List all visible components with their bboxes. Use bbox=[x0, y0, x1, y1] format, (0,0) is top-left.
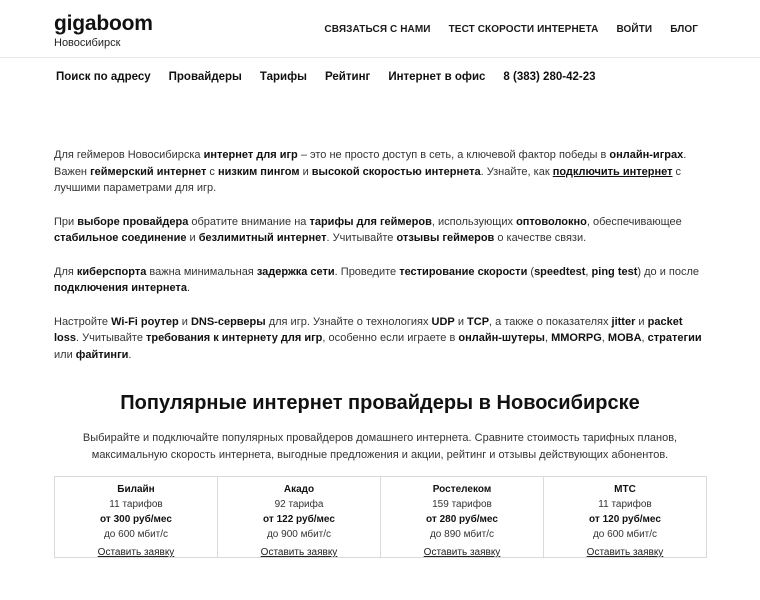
article-paragraph: Для киберспорта важна минимальная задержка сети. Проведите тестирование скорости (speedtest, ping test) до и после подключения интернета. bbox=[54, 265, 700, 294]
keyword-highlight: MOBA bbox=[607, 332, 642, 344]
keyword-highlight: UDP bbox=[431, 315, 455, 328]
article-paragraph: При выборе провайдера обратите внимание на тарифы для геймеров, использующих оптоволокно, обеспечивающее стабильное соединение и безлимитный интернет. Учитывайте отзывы геймеров о качестве связи. bbox=[54, 215, 682, 244]
providers-section-title: Популярные интернет провайдеры в Новосибирске bbox=[120, 392, 640, 414]
order-link[interactable]: Оставить заявку bbox=[97, 547, 175, 558]
nav-login-link[interactable]: ВОЙТИ bbox=[616, 24, 653, 35]
article-paragraph: Настройте Wi-Fi роутер и DNS-серверы для игр. Узнайте о технологиях UDP и TCP, а также о показателях jitter и packet loss. Учитывайте требования к интернету для игр, особенно если играете в онлайн-шутеры, MMORPG, MOBA, стратегии или файтинги. bbox=[54, 315, 702, 361]
provider-price: от 280 руб/мес bbox=[426, 514, 498, 525]
keyword-highlight: киберспорта bbox=[76, 265, 147, 278]
keyword-highlight: speedtest bbox=[534, 265, 586, 278]
keyword-highlight: интернет для игр bbox=[203, 149, 298, 161]
keyword-highlight: онлайн-играх bbox=[609, 149, 684, 161]
keyword-highlight: безлимитный интернет bbox=[198, 232, 327, 244]
provider-tariff-count: 11 тарифов bbox=[598, 499, 652, 510]
subnav-phone-link[interactable]: 8 (383) 280-42-23 bbox=[503, 71, 596, 83]
keyword-highlight: тестирование скорости bbox=[399, 265, 528, 278]
provider-price: от 300 руб/мес bbox=[100, 514, 172, 525]
subnav-tariffs[interactable]: Тарифы bbox=[259, 71, 308, 83]
nav-speedtest-link[interactable]: ТЕСТ СКОРОСТИ ИНТЕРНЕТА bbox=[448, 24, 599, 35]
provider-card bbox=[218, 477, 381, 557]
keyword-highlight: отзывы геймеров bbox=[396, 232, 495, 244]
article-body bbox=[54, 147, 706, 380]
keyword-highlight: высокой скоростью интернета bbox=[311, 165, 481, 178]
subnav-rating[interactable]: Рейтинг bbox=[325, 71, 371, 83]
keyword-highlight: стабильное соединение bbox=[54, 232, 187, 244]
keyword-highlight: выборе провайдера bbox=[77, 215, 189, 228]
keyword-highlight: онлайн-шутеры bbox=[458, 332, 545, 344]
keyword-highlight: тарифы для геймеров bbox=[309, 215, 432, 228]
provider-tariff-count: 159 тарифов bbox=[432, 499, 492, 510]
provider-price: от 120 руб/мес bbox=[589, 514, 661, 525]
keyword-highlight: стратегии bbox=[647, 332, 702, 344]
keyword-highlight: оптоволокно bbox=[516, 215, 587, 228]
keyword-highlight: требования к интернету для игр bbox=[146, 332, 323, 344]
keyword-highlight: jitter bbox=[611, 315, 636, 328]
site-logo[interactable]: gigaboom bbox=[54, 12, 153, 35]
article-paragraph: Для геймеров Новосибирска интернет для игр – это не просто доступ в сеть, а ключевой фактор победы в онлайн-играх. Важен геймерский интернет с низким пингом и высокой скоростью интернета. Узнайте, как подключить интернет с лучшими параметрами для игр. bbox=[54, 149, 687, 194]
provider-tariff-count: 92 тарифа bbox=[274, 499, 324, 510]
provider-speed: до 900 мбит/с bbox=[266, 529, 332, 540]
provider-card bbox=[544, 477, 706, 557]
subnav-office-internet[interactable]: Интернет в офис bbox=[388, 71, 486, 83]
city-selector[interactable]: Новосибирск bbox=[54, 37, 121, 49]
providers-grid bbox=[54, 476, 707, 558]
provider-name[interactable]: Билайн bbox=[117, 484, 155, 495]
keyword-highlight: подключения интернета bbox=[54, 282, 187, 294]
keyword-highlight: низким пингом bbox=[217, 165, 300, 178]
inline-link[interactable]: подключить интернет bbox=[552, 165, 673, 178]
provider-name[interactable]: Ростелеком bbox=[432, 484, 492, 495]
order-link[interactable]: Оставить заявку bbox=[586, 547, 664, 558]
providers-section-subtitle: Выбирайте и подключайте популярных провайдеров домашнего интернета. Сравните стоимость тарифных планов, максимальную скорость интернета, выгодные предложения и акции, рейтинг и отзывы действующих абонентов. bbox=[82, 432, 678, 461]
keyword-highlight: TCP bbox=[467, 315, 490, 328]
nav-contact-link[interactable]: СВЯЗАТЬСЯ С НАМИ bbox=[324, 24, 431, 35]
provider-tariff-count: 11 тарифов bbox=[109, 499, 163, 510]
provider-price: от 122 руб/мес bbox=[263, 514, 335, 525]
keyword-highlight: геймерский интернет bbox=[90, 165, 207, 178]
top-nav bbox=[306, 24, 698, 35]
keyword-highlight: файтинги bbox=[75, 348, 129, 361]
provider-name[interactable]: МТС bbox=[614, 484, 636, 495]
keyword-highlight: ping test bbox=[591, 265, 638, 278]
nav-blog-link[interactable]: БЛОГ bbox=[670, 24, 698, 35]
secondary-nav bbox=[56, 71, 613, 83]
keyword-highlight: DNS-серверы bbox=[190, 315, 266, 328]
keyword-highlight: MMORPG bbox=[551, 332, 602, 344]
keyword-highlight: задержка сети bbox=[256, 265, 335, 278]
provider-card bbox=[381, 477, 544, 557]
site-header bbox=[0, 0, 760, 58]
provider-speed: до 890 мбит/с bbox=[429, 529, 495, 540]
keyword-highlight: packet loss bbox=[54, 315, 683, 344]
subnav-address-search[interactable]: Поиск по адресу bbox=[56, 71, 151, 83]
provider-card bbox=[55, 477, 218, 557]
order-link[interactable]: Оставить заявку bbox=[423, 547, 501, 558]
provider-speed: до 600 мбит/с bbox=[103, 529, 169, 540]
provider-name[interactable]: Акадо bbox=[283, 484, 315, 495]
subnav-providers[interactable]: Провайдеры bbox=[168, 71, 242, 83]
order-link[interactable]: Оставить заявку bbox=[260, 547, 338, 558]
keyword-highlight: Wi-Fi роутер bbox=[111, 315, 179, 328]
provider-speed: до 600 мбит/с bbox=[592, 529, 658, 540]
